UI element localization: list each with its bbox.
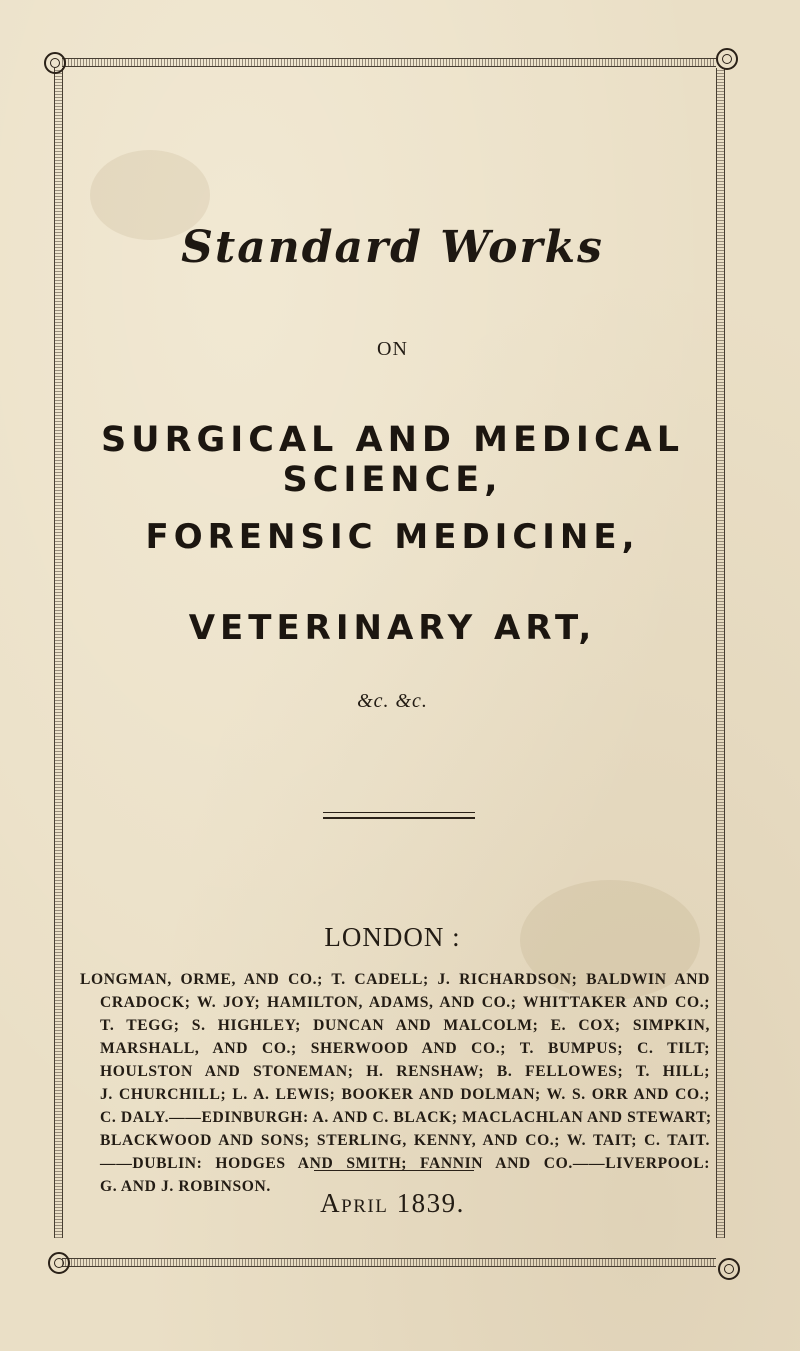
subject-heading: SURGICAL AND MEDICAL SCIENCE,	[100, 420, 685, 500]
publisher-line: BLACKWOOD AND SONS; STERLING, KENNY, AND CO.; W. TAIT; C. TAIT.	[100, 1132, 710, 1149]
publisher-line: LONGMAN, ORME, AND CO.; T. CADELL; J. RICHARDSON; BALDWIN AND	[80, 971, 710, 988]
etc-text: &c. &c.	[357, 690, 428, 712]
corner-scroll-icon	[44, 52, 66, 74]
corner-scroll-icon	[48, 1252, 70, 1274]
border-right	[716, 68, 725, 1238]
subject-heading: FORENSIC MEDICINE,	[145, 517, 640, 557]
border-left	[54, 68, 63, 1238]
publisher-line: ——DUBLIN: HODGES AND SMITH; FANNIN AND CO.——LIVERPOOL:	[100, 1155, 710, 1172]
publisher-line: HOULSTON AND STONEMAN; H. RENSHAW; B. FELLOWES; T. HILL;	[100, 1063, 710, 1080]
subject-heading: VETERINARY ART,	[188, 608, 597, 648]
publisher-line: CRADOCK; W. JOY; HAMILTON, ADAMS, AND CO.; WHITTAKER AND CO.;	[100, 994, 710, 1011]
publication-date: April 1839.	[320, 1188, 465, 1218]
publisher-line: C. DALY.——EDINBURGH: A. AND C. BLACK; MACLACHLAN AND STEWART;	[100, 1109, 712, 1126]
publisher-line: G. AND J. ROBINSON.	[100, 1178, 271, 1195]
publisher-line: T. TEGG; S. HIGHLEY; DUNCAN AND MALCOLM; E. COX; SIMPKIN,	[100, 1017, 710, 1034]
corner-scroll-icon	[716, 48, 738, 70]
divider-rule	[314, 1170, 474, 1171]
place-of-publication: LONDON :	[324, 922, 461, 952]
border-bottom	[62, 1258, 716, 1267]
publishers-list	[80, 968, 710, 1198]
on-text: ON	[377, 338, 408, 360]
publisher-line: J. CHURCHILL; L. A. LEWIS; BOOKER AND DOLMAN; W. S. ORR AND CO.;	[100, 1086, 710, 1103]
page-title: Standard Works	[181, 222, 604, 273]
corner-scroll-icon	[718, 1258, 740, 1280]
border-top	[62, 58, 716, 67]
publisher-line: MARSHALL, AND CO.; SHERWOOD AND CO.; T. BUMPUS; C. TILT;	[100, 1040, 710, 1057]
divider-rule	[323, 812, 475, 819]
